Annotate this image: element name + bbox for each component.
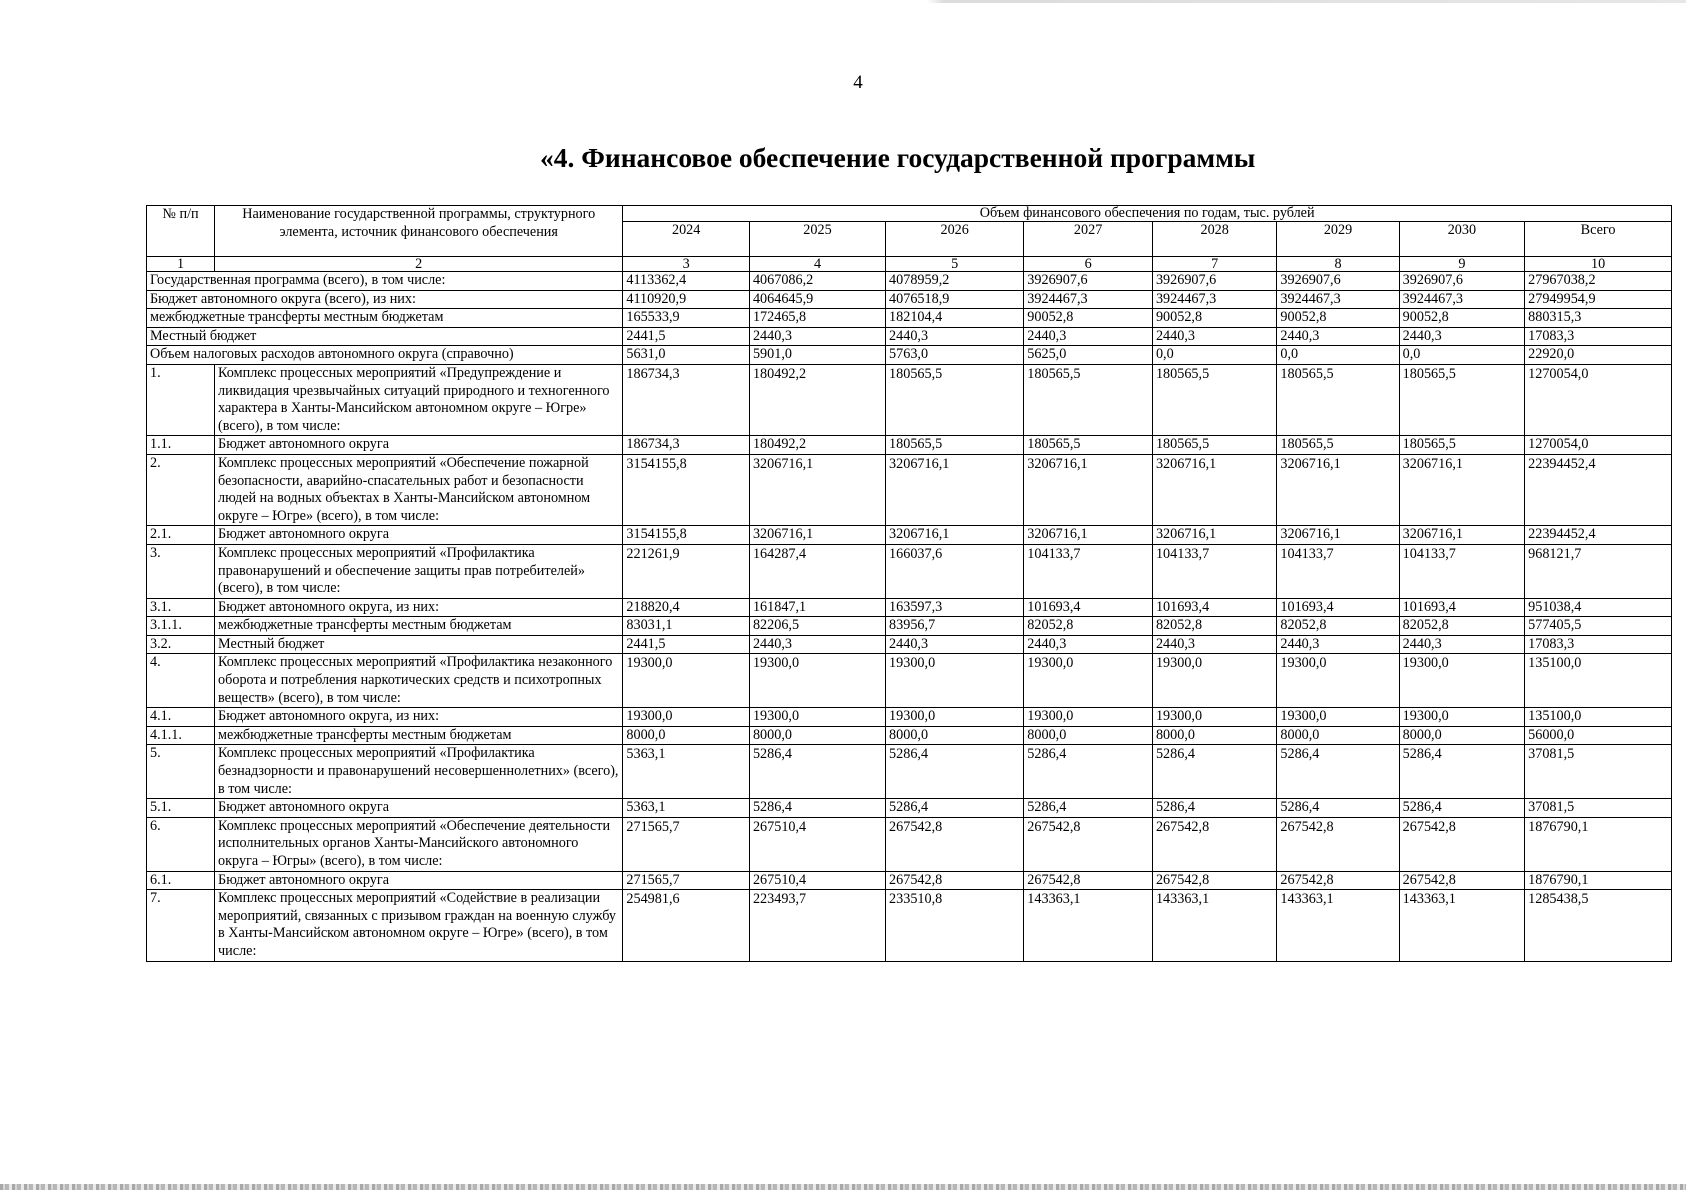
row-total-value: 37081,5 — [1525, 799, 1672, 818]
row-year-value: 165533,9 — [623, 309, 750, 328]
row-index: 2.1. — [147, 526, 215, 545]
row-index: 3.1. — [147, 598, 215, 617]
row-year-value: 5286,4 — [1399, 745, 1524, 799]
row-year-value: 0,0 — [1277, 346, 1399, 365]
row-year-value: 19300,0 — [623, 654, 750, 708]
row-year-value: 3924467,3 — [1024, 290, 1153, 309]
table-row — [147, 309, 1672, 328]
row-year-value: 2441,5 — [623, 327, 750, 346]
table-row — [147, 364, 1672, 435]
row-year-value: 3206716,1 — [1399, 526, 1524, 545]
row-year-value: 4113362,4 — [623, 272, 750, 291]
row-total-value: 17083,3 — [1525, 327, 1672, 346]
row-year-value: 3154155,8 — [623, 526, 750, 545]
row-year-value: 3924467,3 — [1152, 290, 1276, 309]
row-total-value: 27949954,9 — [1525, 290, 1672, 309]
table-row — [147, 454, 1672, 525]
row-index: 5. — [147, 745, 215, 799]
row-year-value: 180565,5 — [1152, 436, 1276, 455]
row-name: Комплекс процессных мероприятий «Обеспечение деятельности исполнительных органов Ханты-Мансийского автономного округа – Югры» (всего), в том числе: — [215, 817, 623, 871]
row-year-value: 101693,4 — [1399, 598, 1524, 617]
row-year-value: 5286,4 — [1024, 799, 1153, 818]
row-name: Комплекс процессных мероприятий «Обеспечение пожарной безопасности, аварийно-спасательных работ и безопасности людей на водных объектах в Ханты-Мансийском автономном округе – Югре» (всего), в том числе: — [215, 454, 623, 525]
row-year-value: 19300,0 — [1152, 654, 1276, 708]
row-year-value: 19300,0 — [623, 708, 750, 727]
table-row — [147, 817, 1672, 871]
row-index: 1.1. — [147, 436, 215, 455]
row-year-value: 19300,0 — [1399, 708, 1524, 727]
row-total-value: 1876790,1 — [1525, 817, 1672, 871]
row-year-value: 5625,0 — [1024, 346, 1153, 365]
row-year-value: 180565,5 — [1152, 364, 1276, 435]
row-year-value: 161847,1 — [749, 598, 885, 617]
row-year-value: 83956,7 — [886, 617, 1024, 636]
table-row — [147, 327, 1672, 346]
row-year-value: 164287,4 — [749, 544, 885, 598]
header-num: № п/п — [147, 206, 215, 257]
row-total-value: 968121,7 — [1525, 544, 1672, 598]
row-year-value: 180565,5 — [1277, 364, 1399, 435]
row-year-value: 8000,0 — [886, 726, 1024, 745]
table-row — [147, 871, 1672, 890]
header-name: Наименование государственной программы, структурного элемента, источник финансового обеспечения — [215, 206, 623, 257]
row-total-value: 135100,0 — [1525, 654, 1672, 708]
row-year-value: 233510,8 — [886, 890, 1024, 961]
row-name: Комплекс процессных мероприятий «Содействие в реализации мероприятий, связанных с призывом граждан на военную службу в Ханты-Мансийском автономном округе – Югре» (всего), в том числе: — [215, 890, 623, 961]
row-year-value: 2440,3 — [1152, 635, 1276, 654]
row-year-value: 3206716,1 — [886, 526, 1024, 545]
row-year-value: 271565,7 — [623, 817, 750, 871]
row-year-value: 267542,8 — [886, 817, 1024, 871]
header-year: 2030 — [1399, 222, 1524, 257]
row-name: межбюджетные трансферты местным бюджетам — [215, 726, 623, 745]
row-index: 7. — [147, 890, 215, 961]
row-year-value: 5901,0 — [749, 346, 885, 365]
table-row — [147, 745, 1672, 799]
header-row — [147, 206, 1672, 222]
row-year-value: 2440,3 — [1399, 635, 1524, 654]
header-year: 2025 — [749, 222, 885, 257]
row-year-value: 5631,0 — [623, 346, 750, 365]
row-year-value: 101693,4 — [1152, 598, 1276, 617]
row-year-value: 5286,4 — [749, 799, 885, 818]
row-year-value: 267510,4 — [749, 817, 885, 871]
row-year-value: 180565,5 — [1399, 436, 1524, 455]
row-year-value: 82052,8 — [1024, 617, 1153, 636]
row-year-value: 180492,2 — [749, 364, 885, 435]
row-year-value: 19300,0 — [886, 654, 1024, 708]
row-index: 2. — [147, 454, 215, 525]
row-year-value: 4067086,2 — [749, 272, 885, 291]
row-year-value: 19300,0 — [886, 708, 1024, 727]
row-year-value: 163597,3 — [886, 598, 1024, 617]
row-year-value: 5363,1 — [623, 799, 750, 818]
row-year-value: 8000,0 — [1024, 726, 1153, 745]
row-year-value: 267542,8 — [1277, 817, 1399, 871]
row-year-value: 101693,4 — [1277, 598, 1399, 617]
row-year-value: 19300,0 — [1152, 708, 1276, 727]
column-number: 10 — [1525, 257, 1672, 272]
row-total-value: 22394452,4 — [1525, 526, 1672, 545]
row-year-value: 3926907,6 — [1399, 272, 1524, 291]
row-year-value: 5363,1 — [623, 745, 750, 799]
header-year: 2027 — [1024, 222, 1153, 257]
row-year-value: 3206716,1 — [1152, 526, 1276, 545]
row-year-value: 90052,8 — [1152, 309, 1276, 328]
row-year-value: 3924467,3 — [1399, 290, 1524, 309]
row-year-value: 3206716,1 — [1024, 454, 1153, 525]
row-year-value: 4078959,2 — [886, 272, 1024, 291]
row-year-value: 82052,8 — [1152, 617, 1276, 636]
row-year-value: 8000,0 — [1277, 726, 1399, 745]
row-year-value: 104133,7 — [1277, 544, 1399, 598]
row-year-value: 180492,2 — [749, 436, 885, 455]
row-year-value: 19300,0 — [1024, 654, 1153, 708]
row-year-value: 180565,5 — [886, 364, 1024, 435]
table-body — [147, 272, 1672, 962]
row-year-value: 3926907,6 — [1024, 272, 1153, 291]
row-year-value: 3206716,1 — [1399, 454, 1524, 525]
row-year-value: 90052,8 — [1399, 309, 1524, 328]
row-year-value: 143363,1 — [1277, 890, 1399, 961]
row-year-value: 3206716,1 — [749, 454, 885, 525]
row-year-value: 3206716,1 — [1277, 454, 1399, 525]
row-year-value: 19300,0 — [1277, 708, 1399, 727]
row-year-value: 0,0 — [1152, 346, 1276, 365]
row-year-value: 254981,6 — [623, 890, 750, 961]
row-year-value: 90052,8 — [1277, 309, 1399, 328]
row-name: Бюджет автономного округа (всего), из них: — [147, 290, 623, 309]
row-year-value: 101693,4 — [1024, 598, 1153, 617]
row-year-value: 4064645,9 — [749, 290, 885, 309]
row-year-value: 3206716,1 — [749, 526, 885, 545]
row-year-value: 218820,4 — [623, 598, 750, 617]
row-year-value: 8000,0 — [1399, 726, 1524, 745]
row-year-value: 82052,8 — [1399, 617, 1524, 636]
row-name: Бюджет автономного округа, из них: — [215, 598, 623, 617]
header-year: 2029 — [1277, 222, 1399, 257]
table-row — [147, 598, 1672, 617]
row-year-value: 2440,3 — [1152, 327, 1276, 346]
row-year-value: 104133,7 — [1024, 544, 1153, 598]
row-year-value: 2440,3 — [1024, 327, 1153, 346]
row-index: 4.1.1. — [147, 726, 215, 745]
header-total: Всего — [1525, 222, 1672, 257]
table-row — [147, 272, 1672, 291]
row-total-value: 880315,3 — [1525, 309, 1672, 328]
row-index: 5.1. — [147, 799, 215, 818]
row-name: Объем налоговых расходов автономного округа (справочно) — [147, 346, 623, 365]
row-year-value: 2440,3 — [886, 327, 1024, 346]
row-name: Местный бюджет — [147, 327, 623, 346]
row-year-value: 172465,8 — [749, 309, 885, 328]
row-total-value: 22394452,4 — [1525, 454, 1672, 525]
row-year-value: 3926907,6 — [1277, 272, 1399, 291]
row-total-value: 1876790,1 — [1525, 871, 1672, 890]
row-year-value: 143363,1 — [1024, 890, 1153, 961]
row-total-value: 17083,3 — [1525, 635, 1672, 654]
table-row — [147, 617, 1672, 636]
row-index: 6.1. — [147, 871, 215, 890]
row-year-value: 143363,1 — [1152, 890, 1276, 961]
row-year-value: 3206716,1 — [1024, 526, 1153, 545]
row-name: Бюджет автономного округа — [215, 526, 623, 545]
scan-top-edge — [0, 0, 1686, 3]
row-year-value: 5286,4 — [1277, 799, 1399, 818]
row-name: Местный бюджет — [215, 635, 623, 654]
row-year-value: 180565,5 — [1024, 364, 1153, 435]
row-total-value: 27967038,2 — [1525, 272, 1672, 291]
row-year-value: 267542,8 — [886, 871, 1024, 890]
row-index: 6. — [147, 817, 215, 871]
row-year-value: 267542,8 — [1152, 871, 1276, 890]
row-year-value: 2440,3 — [1277, 635, 1399, 654]
row-year-value: 5286,4 — [886, 799, 1024, 818]
row-name: Государственная программа (всего), в том числе: — [147, 272, 623, 291]
row-year-value: 2440,3 — [749, 635, 885, 654]
row-year-value: 5286,4 — [1024, 745, 1153, 799]
column-number: 1 — [147, 257, 215, 272]
row-year-value: 8000,0 — [623, 726, 750, 745]
row-total-value: 1285438,5 — [1525, 890, 1672, 961]
row-year-value: 3206716,1 — [1277, 526, 1399, 545]
table-row — [147, 436, 1672, 455]
row-year-value: 3206716,1 — [1152, 454, 1276, 525]
column-number: 5 — [886, 257, 1024, 272]
row-name: Бюджет автономного округа — [215, 871, 623, 890]
row-year-value: 19300,0 — [1024, 708, 1153, 727]
row-year-value: 180565,5 — [1399, 364, 1524, 435]
table-row — [147, 726, 1672, 745]
row-year-value: 5286,4 — [1399, 799, 1524, 818]
header-year: 2028 — [1152, 222, 1276, 257]
row-year-value: 223493,7 — [749, 890, 885, 961]
column-number: 7 — [1152, 257, 1276, 272]
row-year-value: 90052,8 — [1024, 309, 1153, 328]
row-year-value: 267542,8 — [1399, 871, 1524, 890]
document-title: «4. Финансовое обеспечение государственной программы — [540, 142, 1256, 173]
row-name: межбюджетные трансферты местным бюджетам — [147, 309, 623, 328]
row-total-value: 1270054,0 — [1525, 364, 1672, 435]
row-year-value: 5286,4 — [1277, 745, 1399, 799]
column-number: 8 — [1277, 257, 1399, 272]
row-total-value: 56000,0 — [1525, 726, 1672, 745]
row-year-value: 166037,6 — [886, 544, 1024, 598]
column-number: 9 — [1399, 257, 1524, 272]
column-number: 4 — [749, 257, 885, 272]
row-year-value: 267542,8 — [1024, 817, 1153, 871]
row-year-value: 8000,0 — [749, 726, 885, 745]
row-year-value: 5763,0 — [886, 346, 1024, 365]
row-index: 1. — [147, 364, 215, 435]
row-year-value: 19300,0 — [1399, 654, 1524, 708]
row-year-value: 267542,8 — [1399, 817, 1524, 871]
row-year-value: 180565,5 — [886, 436, 1024, 455]
row-name: Комплекс процессных мероприятий «Профилактика правонарушений и обеспечение защиты прав потребителей» (всего), в том числе: — [215, 544, 623, 598]
row-year-value: 19300,0 — [1277, 654, 1399, 708]
row-year-value: 5286,4 — [1152, 745, 1276, 799]
row-index: 3.1.1. — [147, 617, 215, 636]
row-total-value: 135100,0 — [1525, 708, 1672, 727]
row-total-value: 1270054,0 — [1525, 436, 1672, 455]
row-year-value: 83031,1 — [623, 617, 750, 636]
row-total-value: 22920,0 — [1525, 346, 1672, 365]
column-number: 3 — [623, 257, 750, 272]
row-total-value: 37081,5 — [1525, 745, 1672, 799]
row-year-value: 5286,4 — [1152, 799, 1276, 818]
row-year-value: 2440,3 — [886, 635, 1024, 654]
row-name: Бюджет автономного округа, из них: — [215, 708, 623, 727]
row-year-value: 267542,8 — [1277, 871, 1399, 890]
row-year-value: 8000,0 — [1152, 726, 1276, 745]
row-year-value: 19300,0 — [749, 654, 885, 708]
row-name: межбюджетные трансферты местным бюджетам — [215, 617, 623, 636]
row-year-value: 186734,3 — [623, 436, 750, 455]
row-year-value: 221261,9 — [623, 544, 750, 598]
header-year: 2026 — [886, 222, 1024, 257]
row-year-value: 3206716,1 — [886, 454, 1024, 525]
financing-table — [146, 205, 1672, 962]
row-year-value: 19300,0 — [749, 708, 885, 727]
row-year-value: 104133,7 — [1152, 544, 1276, 598]
row-name: Бюджет автономного округа — [215, 799, 623, 818]
column-number: 6 — [1024, 257, 1153, 272]
row-year-value: 271565,7 — [623, 871, 750, 890]
row-year-value: 104133,7 — [1399, 544, 1524, 598]
row-index: 4. — [147, 654, 215, 708]
row-year-value: 3924467,3 — [1277, 290, 1399, 309]
row-year-value: 267542,8 — [1152, 817, 1276, 871]
header-year: 2024 — [623, 222, 750, 257]
row-total-value: 577405,5 — [1525, 617, 1672, 636]
row-name: Комплекс процессных мероприятий «Профилактика безнадзорности и правонарушений несовершеннолетних» (всего), в том числе: — [215, 745, 623, 799]
table-row — [147, 890, 1672, 961]
row-name: Комплекс процессных мероприятий «Профилактика незаконного оборота и потребления наркотических средств и психотропных веществ» (всего), в том числе: — [215, 654, 623, 708]
page-number: 4 — [853, 72, 863, 93]
row-year-value: 5286,4 — [749, 745, 885, 799]
row-year-value: 2440,3 — [749, 327, 885, 346]
row-year-value: 82206,5 — [749, 617, 885, 636]
table-row — [147, 635, 1672, 654]
row-year-value: 4076518,9 — [886, 290, 1024, 309]
row-year-value: 182104,4 — [886, 309, 1024, 328]
row-year-value: 4110920,9 — [623, 290, 750, 309]
table-row — [147, 654, 1672, 708]
row-year-value: 2440,3 — [1277, 327, 1399, 346]
table-row — [147, 526, 1672, 545]
row-year-value: 186734,3 — [623, 364, 750, 435]
table-row — [147, 544, 1672, 598]
row-year-value: 3154155,8 — [623, 454, 750, 525]
row-index: 3.2. — [147, 635, 215, 654]
row-year-value: 2441,5 — [623, 635, 750, 654]
column-numbers-row — [147, 257, 1672, 272]
row-total-value: 951038,4 — [1525, 598, 1672, 617]
table-row — [147, 290, 1672, 309]
row-year-value: 2440,3 — [1399, 327, 1524, 346]
row-name: Комплекс процессных мероприятий «Предупреждение и ликвидация чрезвычайных ситуаций природного и техногенного характера в Ханты-Мансийском автономном округе – Югре» (всего), в том числе: — [215, 364, 623, 435]
row-year-value: 267542,8 — [1024, 871, 1153, 890]
row-year-value: 5286,4 — [886, 745, 1024, 799]
table-row — [147, 708, 1672, 727]
row-year-value: 2440,3 — [1024, 635, 1153, 654]
row-year-value: 143363,1 — [1399, 890, 1524, 961]
row-index: 3. — [147, 544, 215, 598]
header-volume: Объем финансового обеспечения по годам, тыс. рублей — [623, 206, 1672, 222]
row-year-value: 267510,4 — [749, 871, 885, 890]
table-row — [147, 346, 1672, 365]
row-year-value: 180565,5 — [1024, 436, 1153, 455]
row-year-value: 0,0 — [1399, 346, 1524, 365]
row-year-value: 3926907,6 — [1152, 272, 1276, 291]
row-year-value: 180565,5 — [1277, 436, 1399, 455]
row-index: 4.1. — [147, 708, 215, 727]
scan-bottom-edge — [0, 1184, 1686, 1190]
table-row — [147, 799, 1672, 818]
row-name: Бюджет автономного округа — [215, 436, 623, 455]
column-number: 2 — [215, 257, 623, 272]
row-year-value: 82052,8 — [1277, 617, 1399, 636]
